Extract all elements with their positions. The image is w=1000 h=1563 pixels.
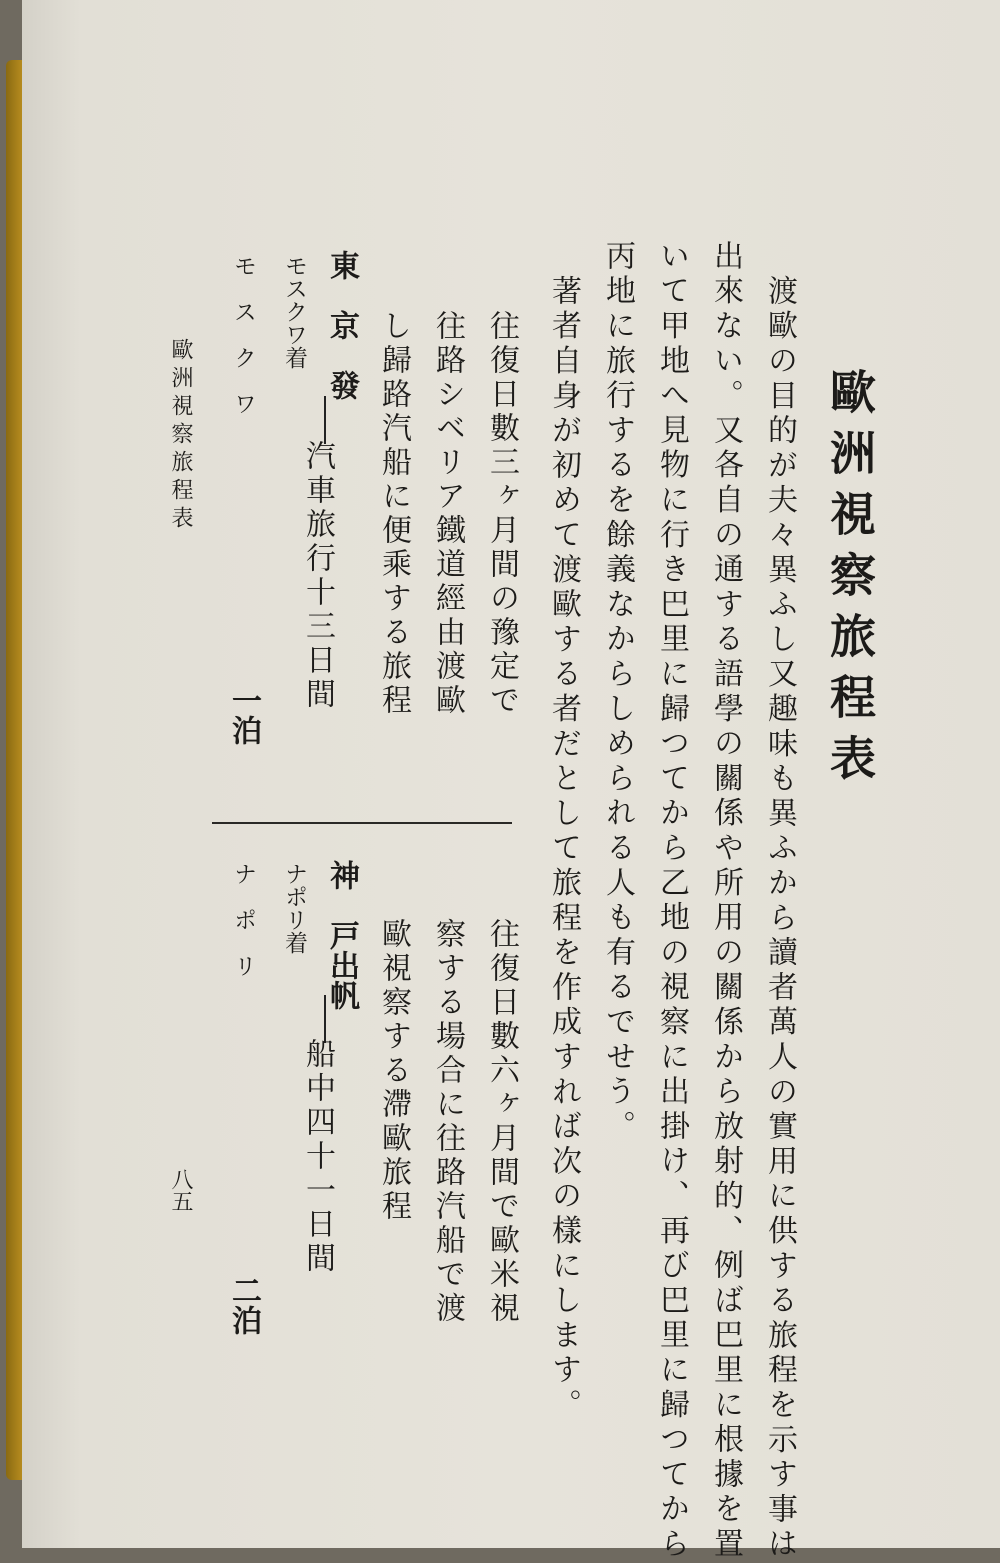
plan-a-line-2: 往路シベリア鐵道經由渡歐 [430, 310, 465, 718]
plan-b-line-1: 往復日數六ヶ月間で歐米視 [484, 918, 519, 1326]
intro-line-3: いて甲地へ見物に行き巴里に歸つてから乙地の視察に出掛け、再び巴里に歸つてから [654, 240, 689, 1563]
plan-a-departure: 東 京 發 [324, 250, 359, 400]
plan-a-stay-city: モ ス ク ワ [230, 254, 256, 415]
page-number: 八五 [168, 1168, 193, 1212]
plan-b-departure: 神 戸出帆 [324, 860, 359, 1010]
page-title: 歐洲視察旅程表 [823, 368, 877, 795]
plan-b-travel-mode: 船中四十一日間 [300, 1038, 335, 1276]
plan-a-stay-nights: 一泊 [226, 685, 261, 745]
intro-line-4: 丙地に旅行するを餘義なからしめられる人も有るでせう。 [600, 240, 635, 1145]
section-divider [212, 822, 512, 824]
plan-a-line-3: し歸路汽船に便乘する旅程 [376, 310, 411, 718]
plan-b-stay-nights: 二泊 [226, 1275, 261, 1335]
plan-b-arrival: ナポリ着 [281, 862, 307, 954]
plan-a-brace [324, 396, 338, 444]
plan-b-brace [324, 995, 338, 1043]
plan-b-line-3: 歐視察する滯歐旅程 [376, 918, 411, 1224]
intro-line-2: 出來ない。又各自の通する語學の關係や所用の關係から放射的、例ば巴里に根據を置 [708, 240, 743, 1563]
plan-b-stay-city: ナ ポ リ [230, 862, 256, 977]
running-header: 歐洲視察旅程表 [168, 338, 193, 534]
intro-line-1: 渡歐の目的が夫々異ふし又趣味も異ふから讀者萬人の實用に供する旅程を示す事は [762, 275, 797, 1563]
plan-a-travel-mode: 汽車旅行十三日間 [300, 440, 335, 712]
intro-line-5: 著者自身が初めて渡歐する者だとして旅程を作成すれば次の樣にします。 [546, 275, 581, 1424]
plan-a-arrival: モスクワ着 [281, 254, 307, 369]
book-page [22, 0, 1000, 1563]
plan-a-line-1: 往復日數三ヶ月間の豫定で [484, 310, 519, 718]
plan-b-line-2: 察する場合に往路汽船で渡 [430, 918, 465, 1326]
